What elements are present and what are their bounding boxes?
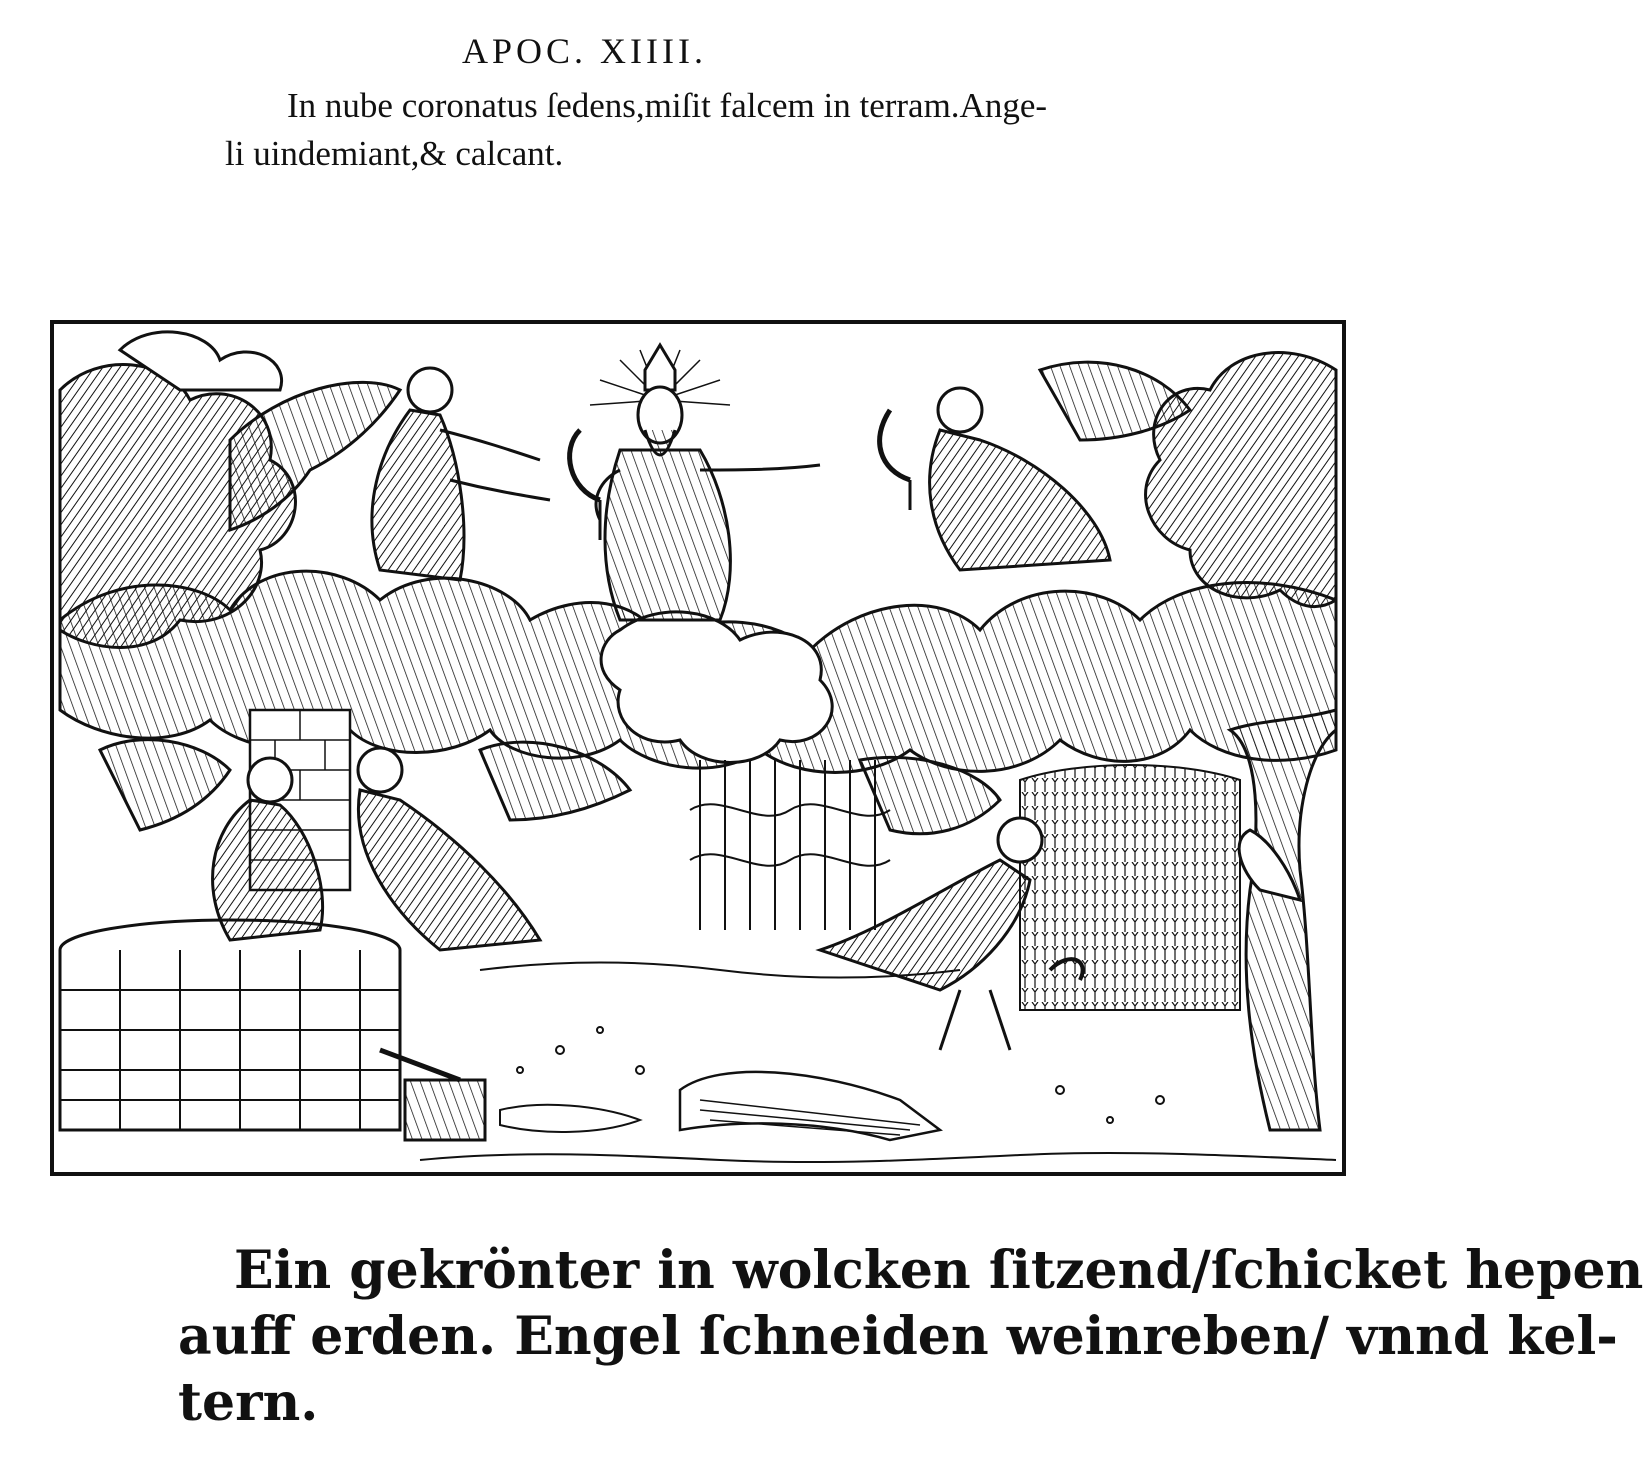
woodcut-illustration	[50, 320, 1346, 1176]
chapter-heading: APOC. XIIII.	[462, 31, 707, 71]
german-caption-line-1: Ein gekrönter in wolcken ſitzend/ſchicket hepen	[234, 1240, 1643, 1301]
cloud-right	[1146, 353, 1336, 607]
woodcut-harvest-scene-icon	[60, 330, 1336, 1166]
angels-treading	[100, 740, 630, 950]
latin-caption-line-1: In nube coronatus ſedens,miſit falcem in terram.Ange-	[287, 86, 1048, 125]
vineyard	[690, 760, 890, 930]
angel-upper-left	[230, 368, 550, 580]
wheat-field	[1020, 765, 1240, 1010]
german-caption	[178, 1238, 1643, 1436]
latin-caption-line-2: li uindemiant,& calcant.	[225, 134, 564, 173]
german-caption-line-3: tern.	[178, 1372, 319, 1433]
latin-caption	[225, 82, 1185, 178]
angel-upper-right	[880, 362, 1190, 570]
crowned-figure	[570, 345, 820, 620]
german-caption-line-2: auff erden. Engel ſchneiden weinreben/ vnnd kel-	[178, 1306, 1618, 1367]
